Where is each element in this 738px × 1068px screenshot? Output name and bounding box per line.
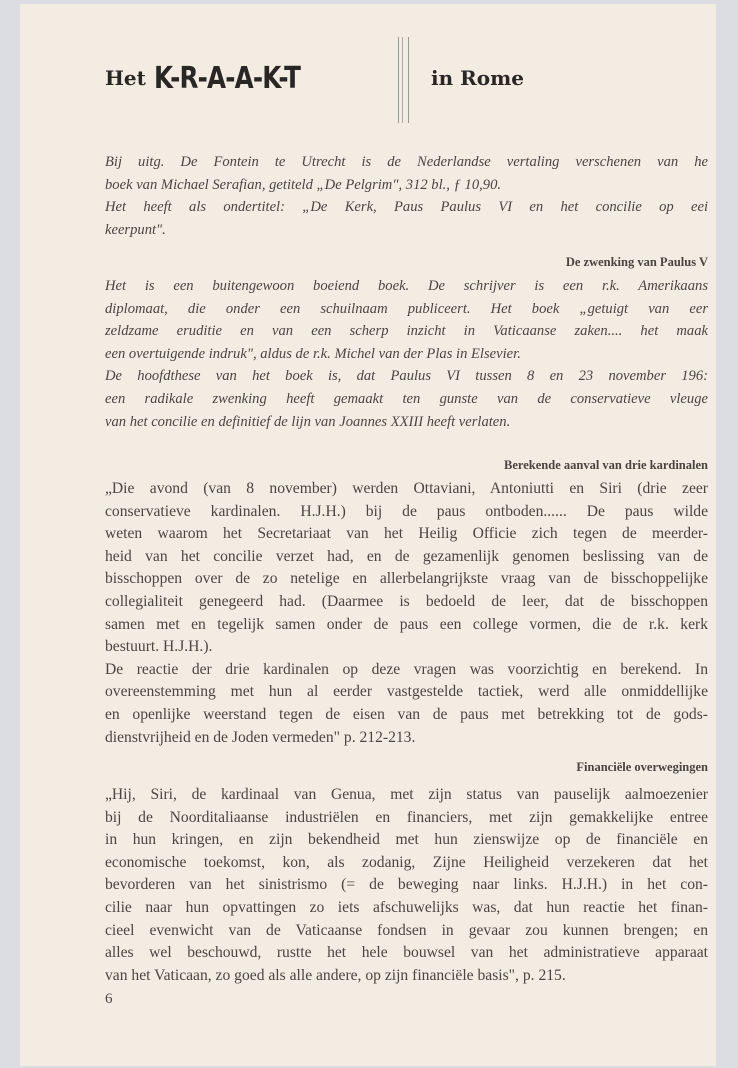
section-heading: Berekende aanval van drie kardinalen <box>504 458 708 472</box>
text-line: De reactie der drie kardinalen op deze vragen was voorzichtig en berekend. In <box>105 660 708 678</box>
title-divider <box>398 37 409 123</box>
text-line: boek van Michael Serafian, getiteld „De Pelgrim", 312 bl., ƒ 10,90. <box>105 176 502 193</box>
text-line: cieel evenwicht van de Vaticaanse fondsen in gevaar zou kunnen brengen; en <box>105 921 708 939</box>
page-number: 6 <box>105 991 113 1007</box>
text-line: bij de Noorditaliaanse industriëlen en financiers, met zijn gemakkelijke entree <box>105 808 708 826</box>
text-line: De hoofdthese van het boek is, dat Paulus VI tussen 8 en 23 november 196: <box>105 368 708 385</box>
text-line: bestuurt. H.J.H.). <box>105 638 213 656</box>
article-title <box>105 58 524 98</box>
text-line: van het concilie en definitief de lijn van Joannes XXIII heeft verlaten. <box>105 413 511 430</box>
text-line: en openlijke weerstand tegen de eisen van de paus met betrekking tot de gods- <box>105 706 708 723</box>
text-line: collegialiteit genegeerd had. (Daarmee is bedoeld de leer, dat de bisschoppen <box>105 593 708 610</box>
text-line: samen met en tegelijk samen onder de paus een college vormen, die de r.k. kerk <box>105 615 708 633</box>
text-line: alles wel beschouwd, rustte het hele bouwsel van het administratieve apparaat <box>105 944 708 962</box>
text-line: in hun kringen, en zijn bekendheid met hun zienswijze op de financiële en <box>105 831 708 849</box>
text-line: conservatieve kardinalen. H.J.H.) bij de paus ontboden...... De paus wilde <box>105 502 708 520</box>
text-line: Bij uitg. De Fontein te Utrecht is de Nederlandse vertaling verschenen van he <box>105 154 708 170</box>
text-line: Het heeft als ondertitel: „De Kerk, Paus Paulus VI en het concilie op eei <box>105 199 708 216</box>
title-suffix: in Rome <box>431 66 524 90</box>
text-line: keerpunt". <box>105 221 166 238</box>
text-line: „Hij, Siri, de kardinaal van Genua, met zijn status van pauselijk aalmoezenier <box>105 786 708 803</box>
text-line: economische toekomst, kon, als zodanig, Zijne Heiligheid verzekeren dat het <box>105 853 708 871</box>
text-line: „Die avond (van 8 november) werden Ottaviani, Antoniutti en Siri (drie zeer <box>105 480 708 497</box>
section-heading: De zwenking van Paulus V <box>565 255 708 269</box>
text-line: een radikale zwenking heeft gemaakt ten gunste van de conservatieve vleuge <box>105 391 708 407</box>
section-heading: Financiële overwegingen <box>576 760 708 774</box>
text-line: cilie naar hun opvattingen zo iets afschuwelijks was, dat hun reactie het finan- <box>105 899 708 916</box>
text-line: weten waarom het Secretariaat van het Heilig Officie zich tegen de meerder- <box>105 525 708 543</box>
text-line: overeenstemming met hun al eerder vastgestelde tactiek, werd alle onmiddellijke <box>105 683 708 701</box>
text-line: diplomaat, die onder een schuilnaam publiceert. Het boek „getuigt van eer <box>105 300 708 317</box>
text-line: bevorderen van het sinistrismo (= de beweging naar links. H.J.H.) in het con- <box>105 876 708 894</box>
title-prefix: Het <box>105 66 146 90</box>
text-line: dienstvrijheid en de Joden vermeden" p. 212-213. <box>105 728 416 746</box>
text-line: Het is een buitengewoon boeiend boek. De schrijver is een r.k. Amerikaans <box>105 278 708 294</box>
text-line: zeldzame eruditie en van een scherp inzicht in Vaticaanse zaken.... het maak <box>105 323 708 340</box>
text-line: bisschoppen over de zo netelige en allerbelangrijkste vraag van de bisschoppelijke <box>105 570 708 588</box>
text-line: heid van het concilie verzet had, en de gezamenlijk genomen beslissing van de <box>105 547 708 565</box>
text-line: een overtuigende indruk", aldus de r.k. Michel van der Plas in Elsevier. <box>105 345 521 362</box>
text-line: van het Vaticaan, zo goed als alle andere, op zijn financiële basis", p. 215. <box>105 966 566 984</box>
title-main: K-R-A-A-K-T <box>153 60 300 96</box>
